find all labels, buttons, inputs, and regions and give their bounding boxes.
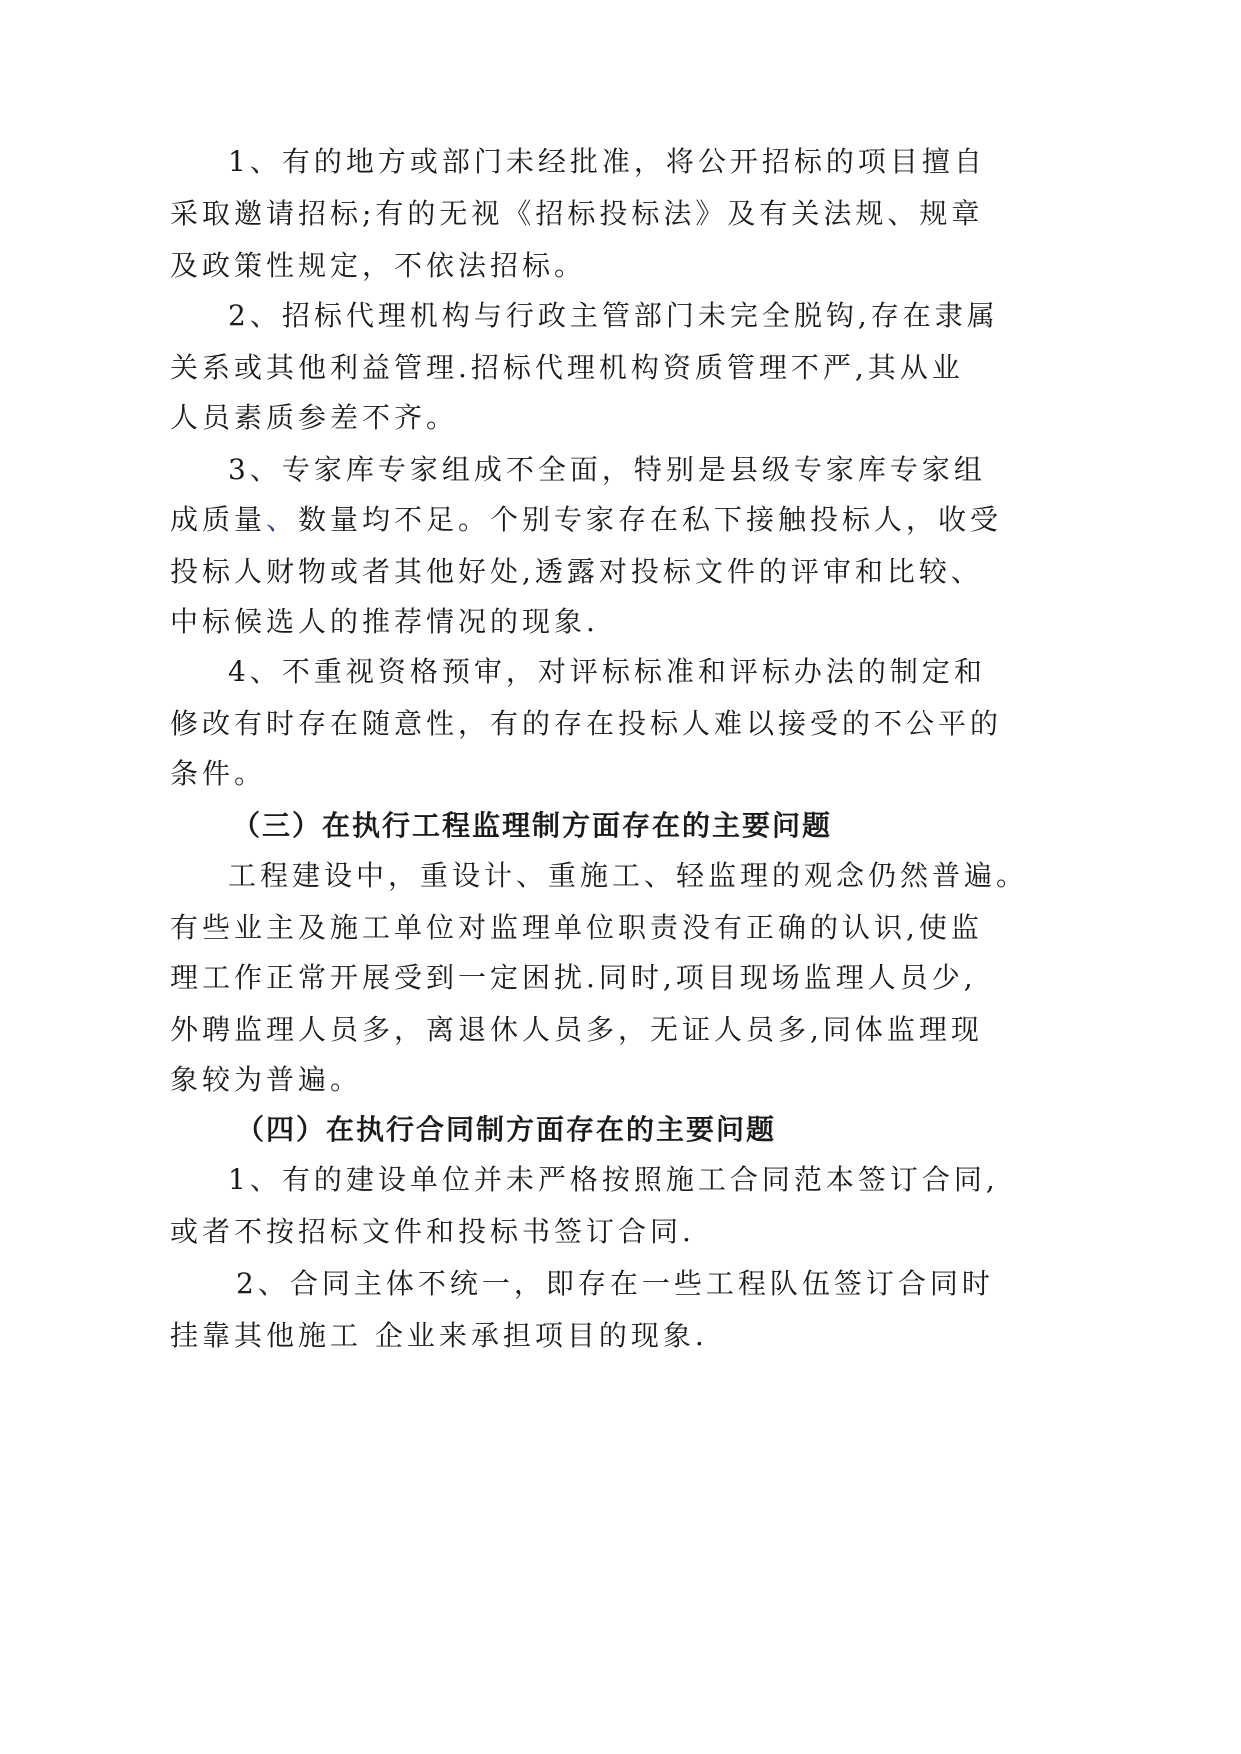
paragraph-line: 人员素质参差不齐。 bbox=[170, 401, 459, 434]
paragraph-line: 外聘监理人员多，离退休人员多，无证人员多,同体监理现 bbox=[170, 1013, 983, 1046]
paragraph-line: 象较为普遍。 bbox=[170, 1063, 363, 1096]
paragraph-line: 2、招标代理机构与行政主管部门未完全脱钩,存在隶属 bbox=[228, 299, 999, 332]
paragraph-line: 采取邀请招标;有的无视《招标投标法》及有关法规、规章 bbox=[170, 197, 984, 230]
paragraph-line: 挂靠其他施工 企业来承担项目的现象. bbox=[170, 1319, 708, 1352]
paragraph-line bbox=[170, 500, 1002, 540]
paragraph-line: 有些业主及施工单位对监理单位职责没有正确的认识,使监 bbox=[170, 911, 983, 944]
text-segment: 成质量 bbox=[170, 503, 267, 536]
paragraph-line: 工程建设中，重设计、重施工、轻监理的观念仍然普遍。 bbox=[228, 859, 1029, 892]
paragraph-line: 3、专家库专家组成不全面，特别是县级专家库专家组 bbox=[228, 453, 986, 486]
paragraph-line: 或者不按招标文件和投标书签订合同. bbox=[170, 1215, 695, 1248]
section-heading: （三）在执行工程监理制方面存在的主要问题 bbox=[232, 809, 833, 842]
paragraph-line: 及政策性规定，不依法招标。 bbox=[170, 249, 587, 282]
paragraph-line: 1、有的建设单位并未严格按照施工合同范本签订合同, bbox=[228, 1163, 999, 1196]
paragraph-line: 投标人财物或者其他好处,透露对投标文件的评审和比较、 bbox=[170, 555, 983, 588]
highlighted-punctuation: 、 bbox=[266, 503, 299, 536]
text-segment: 数量均不足。个别专家存在私下接触投标人，收受 bbox=[298, 503, 1003, 536]
paragraph-line: 2、合同主体不统一，即存在一些工程队伍签订合同时 bbox=[236, 1267, 994, 1300]
paragraph-line: 1、有的地方或部门未经批准，将公开招标的项目擅自 bbox=[228, 145, 986, 178]
section-heading: （四）在执行合同制方面存在的主要问题 bbox=[236, 1113, 777, 1146]
paragraph-line: 中标候选人的推荐情况的现象. bbox=[170, 605, 599, 638]
paragraph-line: 修改有时存在随意性，有的存在投标人难以接受的不公平的 bbox=[170, 707, 1003, 740]
paragraph-line: 4、不重视资格预审，对评标标准和评标办法的制定和 bbox=[228, 655, 986, 688]
paragraph-line: 关系或其他利益管理.招标代理机构资质管理不严,其从业 bbox=[170, 351, 964, 384]
paragraph-line: 条件。 bbox=[170, 757, 267, 790]
paragraph-line: 理工作正常开展受到一定困扰.同时,项目现场监理人员少, bbox=[170, 961, 977, 994]
